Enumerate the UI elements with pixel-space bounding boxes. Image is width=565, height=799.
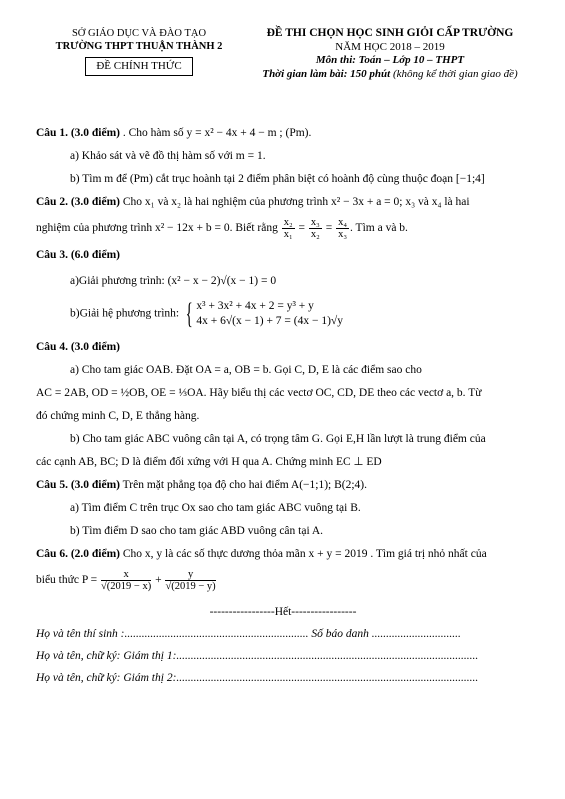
sys-eq-1: x³ + 3x² + 4x + 2 = y³ + y (196, 300, 314, 312)
frac-num: x₃ (310, 217, 320, 228)
end-marker: -----------------Hết----------------- (209, 606, 357, 618)
school-name: TRƯỜNG THPT THUẬN THÀNH 2 (55, 41, 223, 52)
frac-num: y (165, 569, 215, 581)
q6-stem (36, 546, 530, 562)
exam-body (36, 118, 530, 686)
q3-head (36, 247, 530, 263)
frac-num: x₄ (338, 217, 348, 228)
frac-den: x₂ (310, 229, 320, 240)
time-note: (không kể thời gian giao đề) (390, 67, 518, 80)
q5-stem (36, 477, 530, 493)
frac-num: x (101, 569, 151, 581)
equation-system (182, 299, 343, 329)
q3-b-label: b)Giải hệ phương trình: (70, 307, 182, 320)
time-bold: Thời gian làm bài: 150 phút (262, 67, 391, 80)
q6-expr (36, 569, 530, 592)
school-year: NĂM HỌC 2018 – 2019 (335, 40, 445, 53)
q3-b (36, 299, 530, 329)
q5-a: a) Tìm điểm C trên trục Ox sao cho tam giác ABC vuông tại B. (70, 502, 361, 514)
q6-head: Câu 6. (2.0 điểm) (36, 548, 121, 560)
q1-a: a) Khảo sát và vẽ đồ thị hàm số với m = 1. (70, 150, 266, 162)
q5-b: b) Tìm điểm D sao cho tam giác ABD vuông cân tại A. (70, 525, 324, 537)
q2-line2b: . Tìm a và b. (350, 222, 408, 235)
q3-a: a)Giải phương trình: (x² − x − 2)√(x − 1) = 0 (70, 275, 277, 287)
frac-den: x₁ (283, 229, 293, 240)
header-left (44, 27, 234, 76)
dept-name: SỞ GIÁO DỤC VÀ ĐÀO TẠO (71, 28, 207, 39)
plus-sign: + (152, 574, 165, 587)
frac-den: √(2019 − y) (165, 581, 216, 592)
proctor1-line: Họ và tên, chữ ký: Giám thị 1:......................................................................................................... (36, 650, 479, 662)
header-right (240, 27, 540, 81)
q5-head: Câu 5. (3.0 điểm) (36, 479, 121, 491)
candidate-line: Họ và tên thí sinh :................................................................ Số báo danh ............................... (36, 628, 461, 640)
q4-a3: đó chứng minh C, D, E thẳng hàng. (36, 410, 200, 422)
p-fraction (165, 569, 215, 592)
official-badge: ĐỀ CHÍNH THỨC (85, 57, 192, 76)
q1-stem (36, 125, 530, 141)
q4-head-text: Câu 4. (3.0 điểm) (36, 341, 121, 353)
q4-b2: các cạnh AB, BC; D là điểm đối xứng với H qua A. Chứng minh EC ⊥ ED (36, 456, 382, 468)
frac-den: x₃ (338, 229, 348, 240)
q2-line2: nghiệm của phương trình x² − 12x + b = 0. Biết rằng $\frac{\text{x₂}}{\text{x₁}}$ = $\frac{\text{x₃}}{\text{x₂}}$ = $\frac{\text{x₄}}{\text{x₃}}$ . Tìm a và b. (36, 217, 408, 240)
ratio-fraction (309, 217, 322, 240)
time-line (240, 68, 540, 82)
q1-head: Câu 1. (3.0 điểm) (36, 127, 121, 139)
q4-b1: b) Cho tam giác ABC vuông cân tại A, có trọng tâm G. Gọi E,H lần lượt là trung điểm của (70, 433, 486, 445)
proctor2-line: Họ và tên, chữ ký: Giám thị 2:......................................................................................................... (36, 672, 479, 684)
q4-head (36, 339, 530, 355)
q2-line2a: nghiệm của phương trình x² − 12x + b = 0. Biết rằng (36, 222, 281, 235)
q4-a1: a) Cho tam giác OAB. Đặt OA = a, OB = b. Gọi C, D, E là các điểm sao cho (70, 364, 422, 376)
exam-title: ĐỀ THI CHỌN HỌC SINH GIỎI CẤP TRƯỜNG (266, 27, 514, 39)
q3-head-text: Câu 3. (6.0 điểm) (36, 249, 121, 261)
q4-a2: AC = 2AB, OD = ½OB, OE = ⅓OA. Hãy biểu thị các vectơ OC, CD, DE theo các vectơ a, b. Từ (36, 387, 482, 399)
ratio-fraction (282, 217, 295, 240)
q2-stem (36, 194, 530, 210)
q5-text: Trên mặt phẳng tọa độ cho hai điểm A(−1;1); B(2;4). (120, 479, 368, 491)
q6-expr-pre: biểu thức P = (36, 574, 101, 587)
q1-b: b) Tìm m để (Pm) cắt trục hoành tại 2 điểm phân biệt có hoành độ cùng thuộc đoạn [−1;4] (70, 173, 485, 185)
q2-line1: Cho x₁ và x₂ là hai nghiệm của phương trình x² − 3x + a = 0; x₃ và x₄ là hai (120, 196, 470, 208)
ratio-fraction (336, 217, 349, 240)
frac-num: x₂ (283, 217, 293, 228)
brace-icon: { (185, 297, 193, 330)
q1-text: . Cho hàm số y = x² − 4x + 4 − m ; (Pm). (120, 127, 312, 139)
p-fraction (101, 569, 151, 592)
subject-line: Môn thi: Toán – Lớp 10 – THPT (315, 54, 465, 66)
sys-eq-2: 4x + 6√(x − 1) + 7 = (4x − 1)√y (196, 315, 343, 327)
q2-head: Câu 2. (3.0 điểm) (36, 196, 121, 208)
frac-den: √(2019 − x) (101, 581, 152, 592)
q6-text: Cho x, y là các số thực dương thỏa mãn x + y = 2019 . Tìm giá trị nhỏ nhất của (120, 548, 487, 560)
